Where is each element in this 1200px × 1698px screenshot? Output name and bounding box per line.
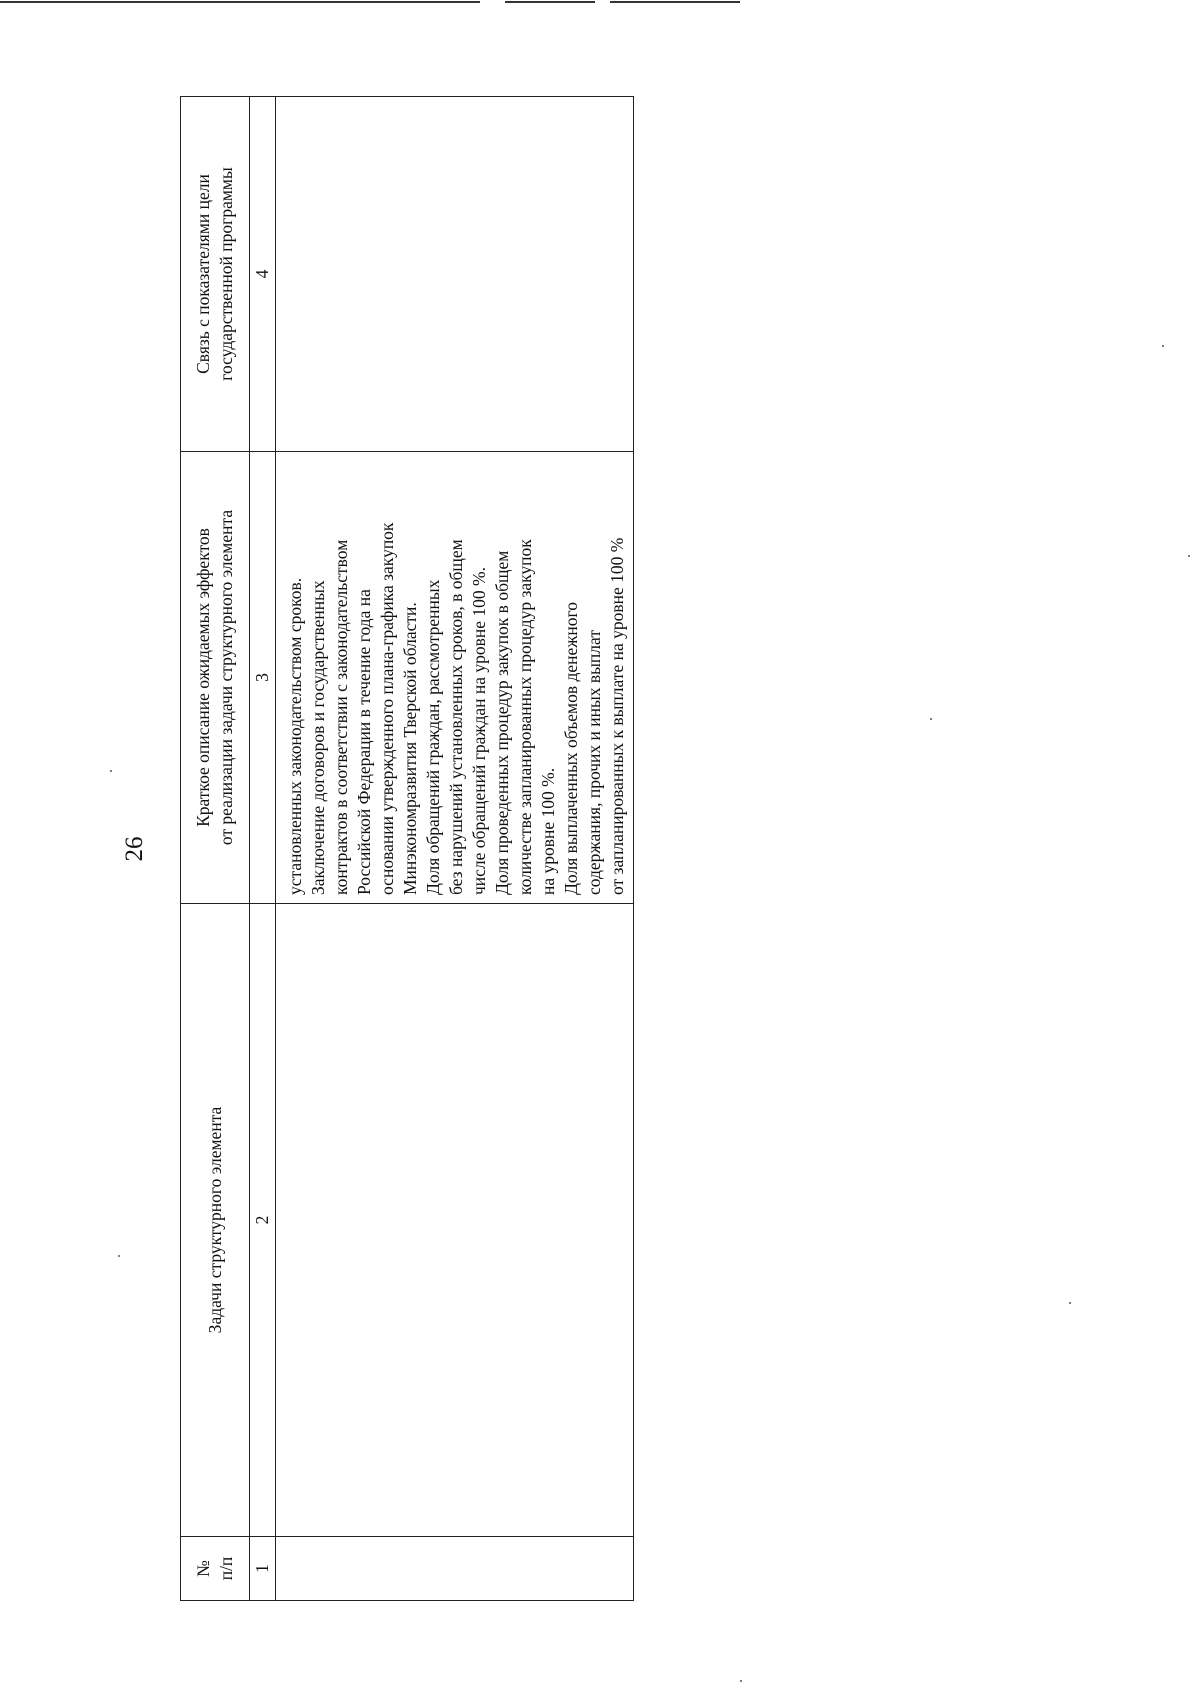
effects-line: Доля выплаченных объемов денежного xyxy=(561,602,582,895)
row-number-cell xyxy=(276,1537,634,1601)
header-effects xyxy=(181,452,250,904)
effects-line: Российской Федерации в течение года на xyxy=(354,589,375,895)
table-row xyxy=(276,97,634,1601)
scan-speck xyxy=(930,718,932,720)
header-tasks xyxy=(181,904,250,1537)
header-effects-line: от реализации задачи структурного элемента xyxy=(216,509,237,846)
effects-line: Заключение договоров и государственных xyxy=(308,580,329,895)
row-effects-cell xyxy=(276,452,634,904)
column-number: 3 xyxy=(250,452,276,904)
effects-line: на уровне 100 %. xyxy=(538,767,559,895)
effects-line: основании утвержденного плана-графика закупок xyxy=(377,522,398,895)
row-task-cell xyxy=(276,904,634,1537)
goals-table xyxy=(180,96,634,1601)
column-number-row xyxy=(250,97,276,1601)
header-link-line: государственной программы xyxy=(216,167,237,381)
rotated-table-frame xyxy=(180,97,634,1601)
effects-line: Минэкономразвития Тверской области. xyxy=(400,602,421,895)
header-effects-line: Краткое описание ожидаемых эффектов xyxy=(193,528,214,827)
scan-speck xyxy=(1069,1302,1071,1304)
page-number: 26 xyxy=(121,836,148,862)
effects-line: содержания, прочих и иных выплат xyxy=(584,630,605,895)
header-row xyxy=(181,97,250,1601)
effects-line: без нарушений установленных сроков, в общем xyxy=(446,539,467,895)
effects-line: установленных законодательством сроков. xyxy=(285,577,306,895)
header-link xyxy=(181,97,250,452)
scan-speck xyxy=(1188,555,1190,557)
effects-line: от запланированных к выплате на уровне 100 % xyxy=(607,537,628,895)
header-tasks-line: Задачи структурного элемента xyxy=(204,1106,225,1334)
scan-speck xyxy=(118,1255,120,1257)
effects-line: Доля обращений граждан, рассмотренных xyxy=(423,579,444,895)
effects-line: количестве запланированных процедур закупок xyxy=(515,539,536,895)
top-scan-edge xyxy=(0,0,1200,4)
header-number xyxy=(181,1537,250,1601)
column-number: 2 xyxy=(250,904,276,1537)
effects-line: числе обращений граждан на уровне 100 %. xyxy=(469,567,490,895)
header-number-line: п/п xyxy=(216,1556,237,1581)
header-number-line: № xyxy=(193,1560,214,1577)
column-number: 4 xyxy=(250,97,276,452)
effects-line: Доля проведенных процедур закупок в общем xyxy=(492,550,513,895)
scan-speck xyxy=(740,1680,742,1682)
scan-speck xyxy=(110,770,112,772)
effects-line: контрактов в соответствии с законодательством xyxy=(331,539,352,895)
scan-speck xyxy=(1162,345,1164,347)
header-link-line: Связь с показателями цели xyxy=(193,174,214,374)
row-link-cell xyxy=(276,97,634,452)
column-number: 1 xyxy=(250,1537,276,1601)
